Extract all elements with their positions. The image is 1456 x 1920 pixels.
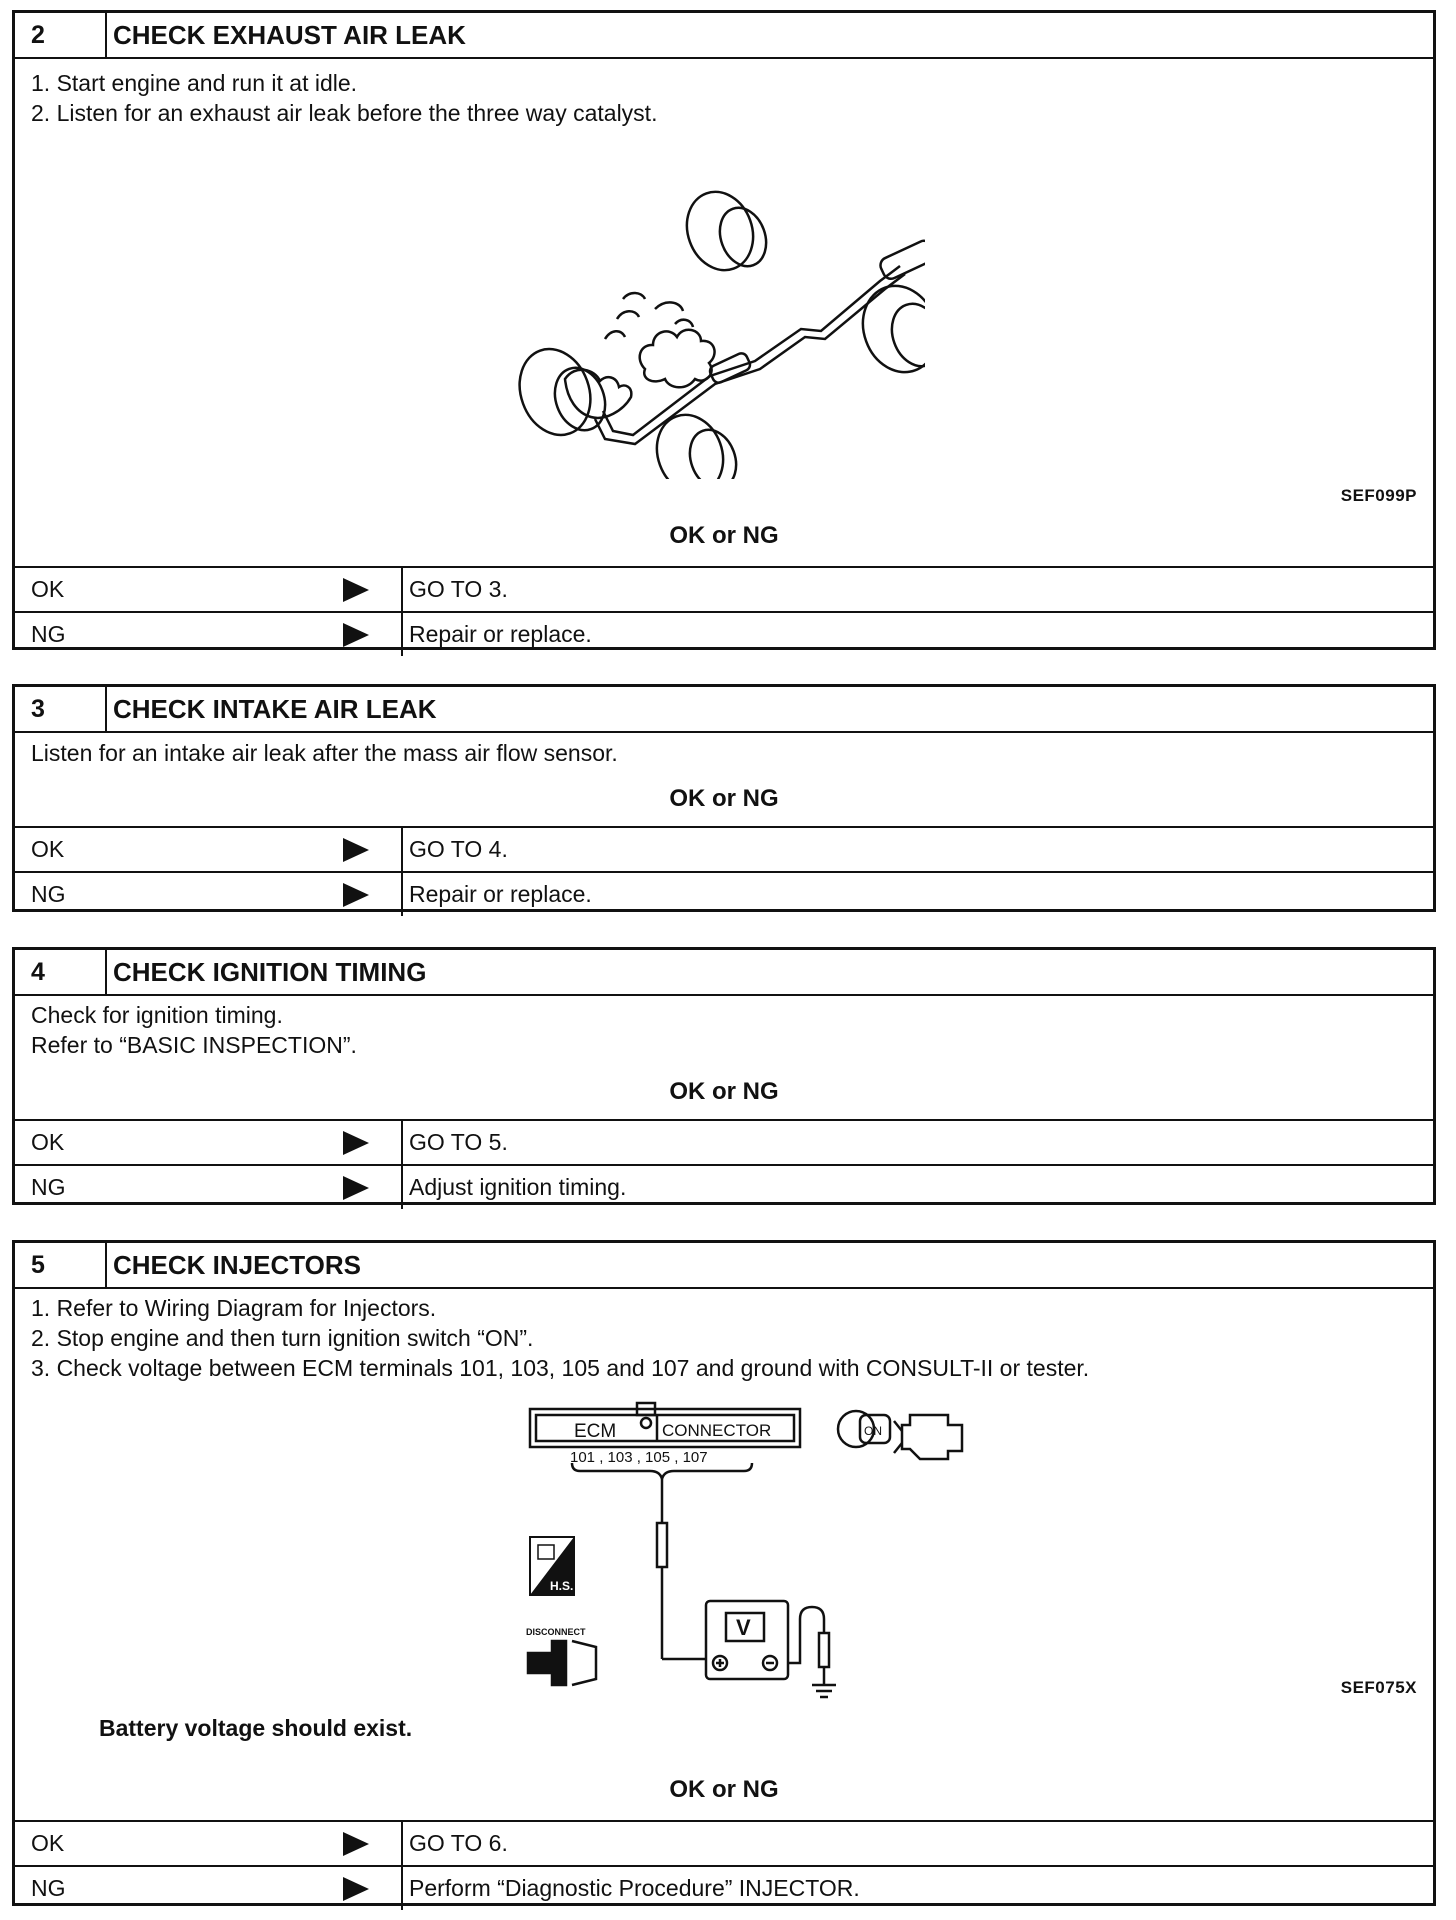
instruction-line: 3. Check voltage between ECM terminals 101, 103, 105 and 107 and ground with CONSULT-II or tester. [31,1355,1090,1381]
result-label: NG [31,881,66,907]
connector-label: CONNECTOR [662,1421,772,1440]
specification: Battery voltage should exist. [99,1715,413,1741]
arrow-right-icon [343,623,369,647]
step-title: CHECK EXHAUST AIR LEAK [113,19,466,50]
step-header [15,1243,1433,1289]
exhaust-leak-illustration [505,159,925,479]
result-action: GO TO 4. [409,836,508,862]
result-title: OK or NG [669,1078,779,1105]
step-title: CHECK IGNITION TIMING [113,956,427,987]
step-body [15,996,1433,1119]
step-5-box [12,1240,1436,1906]
step-4-box [12,947,1436,1205]
result-action: GO TO 6. [409,1830,508,1856]
arrow-right-icon [343,578,369,602]
result-action: Perform “Diagnostic Procedure” INJECTOR. [409,1875,860,1901]
arrow-right-icon [343,1176,369,1200]
instruction-line: Listen for an intake air leak after the mass air flow sensor. [31,740,618,766]
instruction-line: 2. Stop engine and then turn ignition switch “ON”. [31,1325,534,1351]
arrow-right-icon [343,1877,369,1901]
result-row-ok [15,566,1433,611]
result-action: Adjust ignition timing. [409,1174,627,1200]
result-action: GO TO 5. [409,1129,508,1155]
step-title: CHECK INJECTORS [113,1249,362,1280]
instruction-line: Refer to “BASIC INSPECTION”. [31,1032,357,1058]
result-row-ok [15,1119,1433,1164]
instruction-line: Check for ignition timing. [31,1002,283,1028]
result-label: OK [31,576,65,602]
step-header [15,687,1433,733]
result-title: OK or NG [669,785,779,812]
result-label: OK [31,1129,65,1155]
step-2-box [12,10,1436,650]
disconnect-label: DISCONNECT [526,1627,586,1637]
injector-voltage-check-diagram [500,1401,980,1721]
instruction-line: 2. Listen for an exhaust air leak before the three way catalyst. [31,100,658,126]
result-row-ng [15,1865,1433,1910]
step-body [15,733,1433,826]
ecm-label: ECM [574,1421,617,1442]
result-action: Repair or replace. [409,881,592,907]
terminal-numbers: 101 , 103 , 105 , 107 [570,1449,708,1466]
step-header [15,950,1433,996]
hs-label: H.S. [550,1579,574,1593]
step-number: 4 [15,950,107,994]
result-label: NG [31,621,66,647]
result-action: Repair or replace. [409,621,592,647]
step-body [15,59,1433,566]
result-row-ng [15,611,1433,656]
result-label: NG [31,1174,66,1200]
meter-label: V [736,1615,751,1640]
ignition-on-label: ON [864,1424,882,1438]
arrow-right-icon [343,838,369,862]
result-row-ok [15,826,1433,871]
figure-reference: SEF099P [1340,486,1417,505]
result-title: OK or NG [669,522,779,549]
result-title: OK or NG [669,1776,779,1803]
result-label: OK [31,836,65,862]
result-row-ng [15,871,1433,916]
arrow-right-icon [343,1832,369,1856]
result-label: OK [31,1830,65,1856]
step-body [15,1289,1433,1820]
result-action: GO TO 3. [409,576,508,602]
step-title: CHECK INTAKE AIR LEAK [113,693,437,724]
step-3-box [12,684,1436,912]
result-row-ng [15,1164,1433,1209]
step-number: 2 [15,13,107,57]
figure-reference: SEF075X [1340,1678,1417,1697]
instruction-line: 1. Refer to Wiring Diagram for Injectors. [31,1295,437,1321]
step-number: 5 [15,1243,107,1287]
step-header [15,13,1433,59]
arrow-right-icon [343,1131,369,1155]
result-row-ok [15,1820,1433,1865]
step-number: 3 [15,687,107,731]
arrow-right-icon [343,883,369,907]
instruction-line: 1. Start engine and run it at idle. [31,70,358,96]
result-label: NG [31,1875,66,1901]
